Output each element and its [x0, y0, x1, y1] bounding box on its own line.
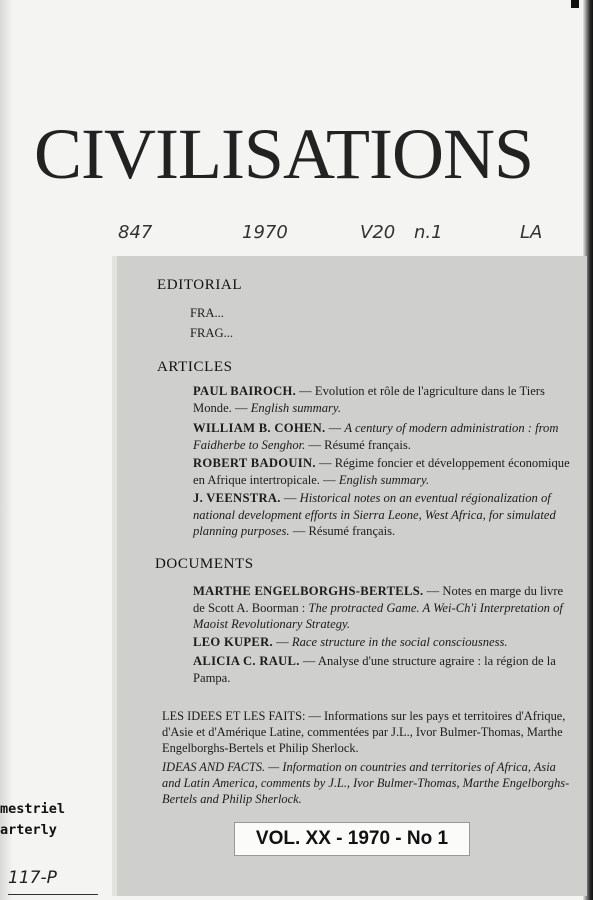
document-entry: MARTHE ENGELBORGHS-BERTELS. — Notes en marge du livre de Scott A. Boorman : The protracted Game. A Wei-Ch'i Interpretation of Maoist Revolutionary Strategy. — [193, 584, 564, 631]
side-label-quarterly: arterly — [0, 822, 57, 838]
handwritten-code: LA — [520, 222, 543, 243]
article-entry: PAUL BAIROCH. — Evolution et rôle de l'agriculture dans le Tiers Monde. — English summary. — [193, 384, 545, 415]
ideas-faits-paragraph: LES IDEES ET LES FAITS: — Informations sur les pays et territoires d'Afrique, d'Asie et d'Amérique Latine, commentées par J.L., Ivor Bulmer-Thomas, Marthe Engelborghs-Bertels et Philip Sherlock. — [162, 709, 566, 755]
side-label-semestriel: mestriel — [0, 801, 66, 817]
article-title: A century of modern administration : from Faidherbe to Senghor. — [193, 421, 559, 452]
document-text: Notes en marge du livre de Scott A. Boorman : — [193, 584, 564, 615]
document-title: The protracted Game. A Wei-Ch'i Interpretation of Maoist Revolutionary Strategy. — [193, 600, 563, 631]
handwritten-volume: V20 — [360, 222, 396, 243]
corner-mark — [571, 0, 579, 8]
article-entry: ROBERT BADOUIN. — Régime foncier et développement économique en Afrique intertropicale. — English summary. — [193, 456, 570, 487]
document-entry: ALICIA C. RAUL. — Analyse d'une structure agraire : la région de la Pampa. — [193, 654, 556, 685]
article-title: Evolution et rôle de l'agriculture dans le Tiers Monde. — [193, 384, 545, 415]
article-title: Historical notes on an eventual régionalization of national development efforts in Sierra Leone, West Africa, for simulated planning purposes. — [193, 491, 556, 538]
editorial-item: FRAG... — [190, 326, 234, 340]
document-text: Analyse d'une structure agraire : la région de la Pampa. — [193, 654, 556, 685]
article-author: ROBERT BADOUIN. — [193, 456, 316, 470]
handwritten-year: 1970 — [242, 222, 288, 243]
document-title: Race structure in the social consciousness. — [291, 635, 508, 649]
article-author: J. VEENSTRA. — [193, 491, 281, 505]
article-entry: J. VEENSTRA. — Historical notes on an eventual régionalization of national development efforts in Sierra Leone, West Africa, for simulated planning purposes. — Résumé français. — [193, 491, 556, 538]
handwritten-call-number: 847 — [118, 222, 153, 243]
volume-label: VOL. XX - 1970 - No 1 — [234, 822, 470, 856]
document-author: MARTHE ENGELBORGHS-BERTELS. — [193, 584, 424, 598]
articles-heading: ARTICLES — [157, 359, 233, 375]
handwritten-number: n.1 — [414, 222, 443, 243]
editorial-item: FRA... — [190, 306, 224, 320]
article-author: PAUL BAIROCH. — [193, 384, 297, 398]
ideas-facts-paragraph: IDEAS AND FACTS. — Information on countries and territories of Africa, Asia and Latin America, comments by J.L., Ivor Bulmer-Thomas, Marthe Engelborghs-Bertels and Philip Sherlock. — [162, 760, 570, 806]
article-summary: Résumé français. — [308, 524, 396, 538]
journal-title: CIVILISATIONS — [34, 114, 533, 194]
article-summary: English summary. — [338, 472, 430, 487]
document-entry: LEO KUPER. — Race structure in the social consciousness. — [193, 635, 508, 649]
documents-heading: DOCUMENTS — [155, 556, 254, 572]
article-author: WILLIAM B. COHEN. — [193, 421, 326, 435]
left-page-edge — [0, 0, 12, 900]
article-entry: WILLIAM B. COHEN. — A century of modern administration : from Faidherbe to Senghor. — Résumé français. — [193, 421, 559, 452]
document-author: LEO KUPER. — [193, 635, 273, 649]
document-author: ALICIA C. RAUL. — [193, 654, 300, 668]
library-stamp: 117-P — [8, 868, 98, 895]
article-title: Régime foncier et développement économique en Afrique intertropicale. — [193, 456, 570, 487]
article-summary: Résumé français. — [324, 437, 411, 452]
article-summary: English summary. — [250, 400, 341, 415]
editorial-heading: EDITORIAL — [157, 277, 243, 293]
